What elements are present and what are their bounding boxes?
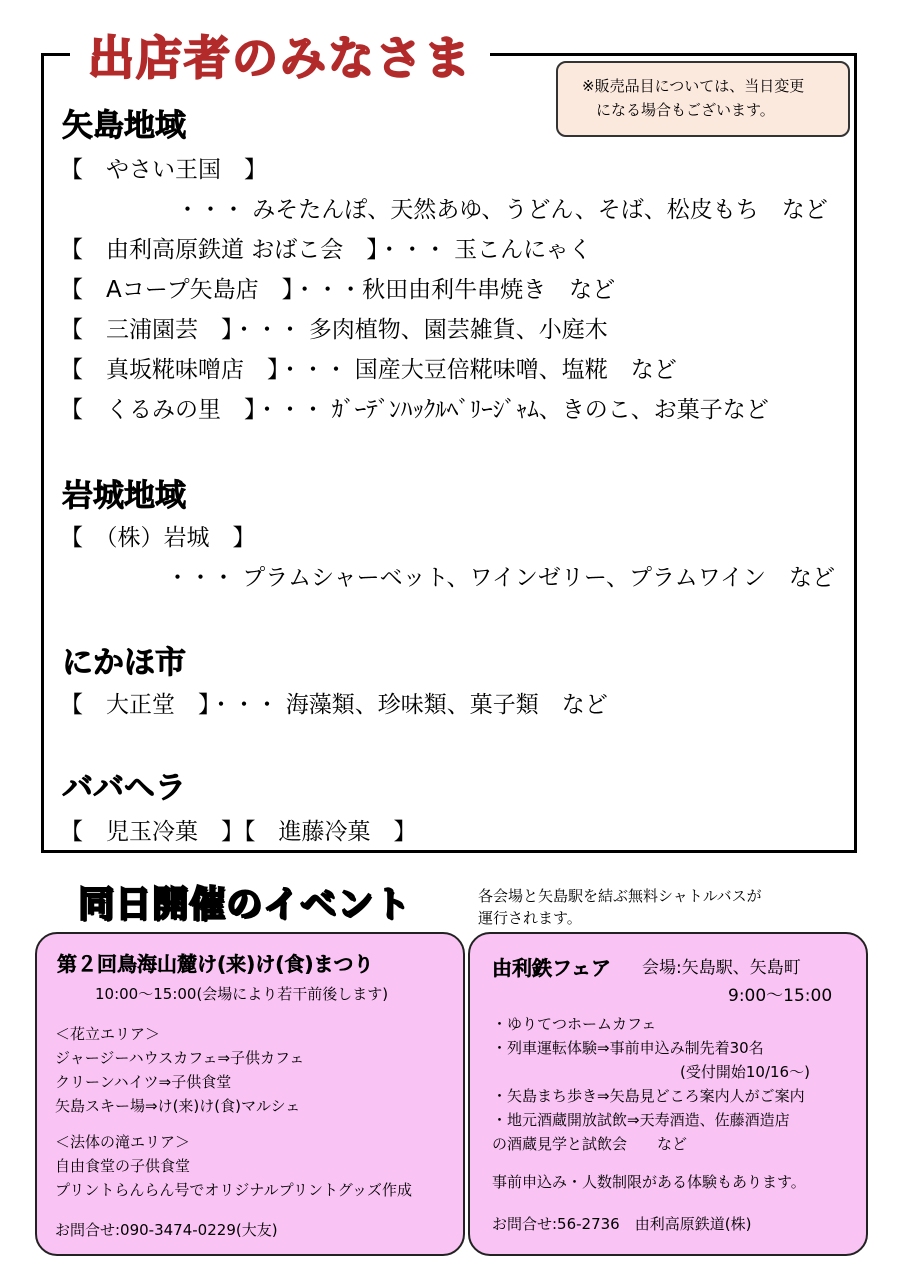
yuritetsu-item: ・ゆりてつホームカフェ [492, 1015, 657, 1033]
vendor-obako-kai: 【 由利高原鉄道 おばこ会 】・・・ 玉こんにゃく [60, 237, 592, 263]
yuritetsu-item: ・列車運転体験⇒事前申込み制先着30名 [492, 1039, 764, 1057]
notice-line-1: ※販売品目については、当日変更 [582, 77, 805, 95]
matsuri-item: ジャージーハウスカフェ⇒子供カフェ [55, 1049, 305, 1067]
vendor-iwaki: 【 （株）岩城 】 [60, 525, 256, 551]
yuritetsu-item: ・地元酒蔵開放試飲⇒天寿酒造、佐藤酒造店 [492, 1111, 790, 1129]
matsuri-area-hanadate: ＜花立エリア＞ [55, 1025, 161, 1043]
notice-box [556, 61, 850, 137]
yuritetsu-venue: 会場:矢島駅、矢島町 [642, 958, 801, 978]
events-title: 同日開催のイベント [78, 884, 412, 925]
vendor-yasai-oukoku-items: ・・・ みそたんぽ、天然あゆ、うどん、そば、松皮もち など [176, 197, 828, 223]
region-iwaki: 岩城地域 [62, 478, 186, 514]
matsuri-item: 矢島スキー場⇒け(来)け(食)マルシェ [55, 1097, 301, 1115]
shuttle-note [478, 885, 762, 929]
notice-line-2: になる場合もございます。 [596, 101, 775, 119]
vendor-masaka-miso: 【 真坂糀味噌店 】・・・ 国産大豆倍糀味噌、塩糀 など [60, 357, 677, 383]
region-nikaho: にかほ市 [62, 645, 186, 681]
matsuri-area-hottai: ＜法体の滝エリア＞ [55, 1133, 191, 1151]
vendor-a-coop: 【 Aコープ矢島店 】・・・秋田由利牛串焼き など [60, 277, 616, 303]
vendor-kurumi-no-sato: 【 くるみの里 】・・・ ｶﾞｰﾃﾞﾝﾊｯｸﾙﾍﾞﾘｰｼﾞｬﾑ、きのこ、お菓子など [60, 397, 769, 423]
event-card-matsuri [35, 932, 465, 1256]
shuttle-line-1: 各会場と矢島駅を結ぶ無料シャトルバスが [478, 887, 762, 905]
matsuri-time: 10:00～15:00(会場により若干前後します) [95, 985, 389, 1003]
yuritetsu-item-cont: の酒蔵見学と試飲会 など [492, 1135, 688, 1153]
yuritetsu-note: 事前申込み・人数制限がある体験もあります。 [492, 1173, 806, 1191]
vendor-yasai-oukoku: 【 やさい王国 】 [60, 157, 267, 183]
yuritetsu-title: 由利鉄フェア [492, 956, 611, 980]
vendor-babahera: 【 児玉冷菓 】【 進藤冷菓 】 [60, 819, 417, 845]
vendor-iwaki-items: ・・・ プラムシャーベット、ワインゼリー、プラムワイン など [166, 565, 836, 591]
matsuri-title: 第２回鳥海山麓け(来)け(食)まつり [57, 952, 374, 976]
event-card-yuritetsu [468, 932, 868, 1256]
matsuri-item: クリーンハイツ⇒子供食堂 [55, 1073, 232, 1091]
matsuri-contact: お問合せ:090-3474-0229(大友) [55, 1221, 278, 1239]
matsuri-item: プリントらんらん号でオリジナルプリントグッズ作成 [55, 1181, 413, 1199]
vendor-miura-engei: 【 三浦園芸 】・・・ 多肉植物、園芸雑貨、小庭木 [60, 317, 608, 343]
yuritetsu-contact: お問合せ:56-2736 由利高原鉄道(株) [492, 1215, 752, 1233]
region-yashima: 矢島地域 [62, 108, 186, 144]
yuritetsu-item: ・矢島まち歩き⇒矢島見どころ案内人がご案内 [492, 1087, 805, 1105]
region-babahera: ババヘラ [62, 770, 186, 806]
yuritetsu-time: 9:00～15:00 [728, 986, 833, 1006]
matsuri-item: 自由食堂の子供食堂 [55, 1157, 191, 1175]
page-title: 出店者のみなさま [70, 28, 490, 88]
yuritetsu-item-note: (受付開始10/16～) [680, 1063, 810, 1081]
vendor-taishodo: 【 大正堂 】・・・ 海藻類、珍味類、菓子類 など [60, 692, 608, 718]
shuttle-line-2: 運行されます。 [478, 909, 582, 927]
